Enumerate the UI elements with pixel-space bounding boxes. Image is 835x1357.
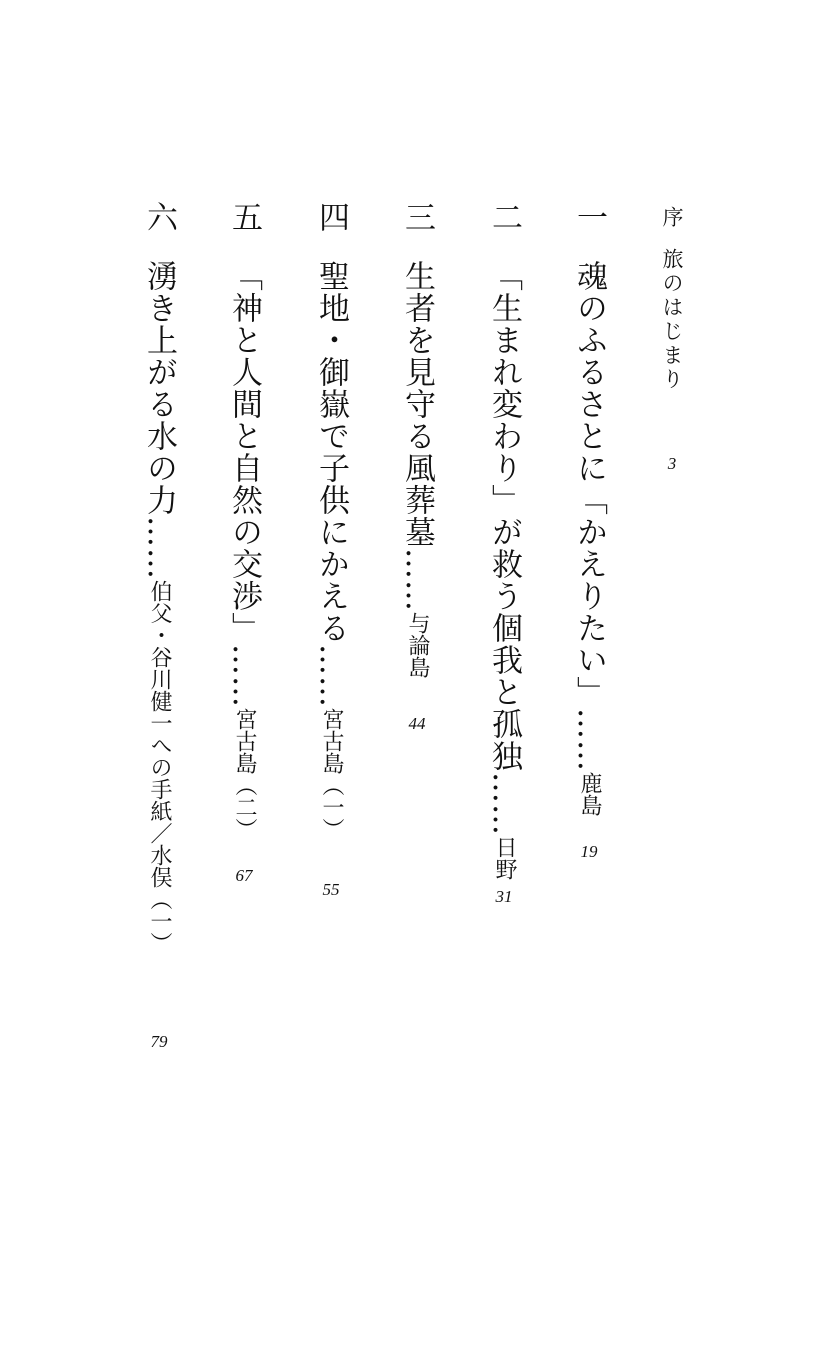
toc-entry-title-text: 湧き上がる水の力…… — [141, 260, 177, 580]
toc-entry-page: 3 — [667, 454, 677, 473]
toc-entry-page: 31 — [495, 887, 513, 906]
toc-entry-4 — [309, 196, 353, 1196]
toc-entry-number: 五 — [226, 200, 262, 232]
toc-entry-page: 19 — [580, 842, 598, 861]
toc-entry-title — [222, 260, 266, 840]
toc-entry-title — [482, 260, 526, 880]
toc-entry-2 — [482, 196, 526, 1196]
toc-entry-number: 一 — [571, 200, 607, 232]
toc-entry-place: 鹿島 — [577, 772, 602, 816]
toc-entry-number: 三 — [399, 200, 435, 232]
toc-entry-place: 与論島 — [405, 612, 430, 678]
toc-entry-title-text: 魂のふるさとに「かえりたい」…… — [571, 260, 607, 772]
toc-entry-preface — [650, 196, 694, 1196]
toc-entry-place: 日野 — [492, 836, 517, 880]
toc-entry-title-text: 旅のはじまり — [660, 248, 684, 392]
toc-entry-3 — [395, 196, 439, 1196]
toc-entry-title-text: 「神と人間と自然の交渉」…… — [226, 260, 262, 708]
toc-entry-1 — [567, 196, 611, 1196]
toc-entry-place: 伯父・谷川健一への手紙／水俣（一） — [147, 580, 172, 954]
toc-entry-number: 六 — [141, 200, 177, 232]
toc-entry-title — [567, 260, 611, 816]
toc-entry-title-text: 「生まれ変わり」が救う個我と孤独…… — [486, 260, 522, 836]
toc-entry-title-text: 生者を見守る風葬墓…… — [399, 260, 435, 612]
toc-entry-number: 序 — [660, 205, 684, 227]
toc-entry-page: 55 — [322, 880, 340, 899]
toc-entry-page: 44 — [408, 714, 426, 733]
toc-entry-title-text: 聖地・御嶽で子供にかえる…… — [313, 260, 349, 708]
toc-entry-number: 四 — [313, 200, 349, 232]
toc-entry-place: 宮古島（二） — [232, 708, 257, 840]
toc-entry-title — [309, 260, 353, 840]
toc-entry-5 — [222, 196, 266, 1196]
toc-entry-title — [137, 260, 181, 954]
toc-entry-page: 79 — [150, 1032, 168, 1051]
toc-entry-title — [395, 260, 439, 678]
toc-entry-6 — [137, 196, 181, 1196]
toc-entry-page: 67 — [235, 866, 253, 885]
toc-entry-title — [650, 248, 694, 392]
toc-entry-number: 二 — [486, 200, 522, 232]
toc-entry-place: 宮古島（一） — [319, 708, 344, 840]
